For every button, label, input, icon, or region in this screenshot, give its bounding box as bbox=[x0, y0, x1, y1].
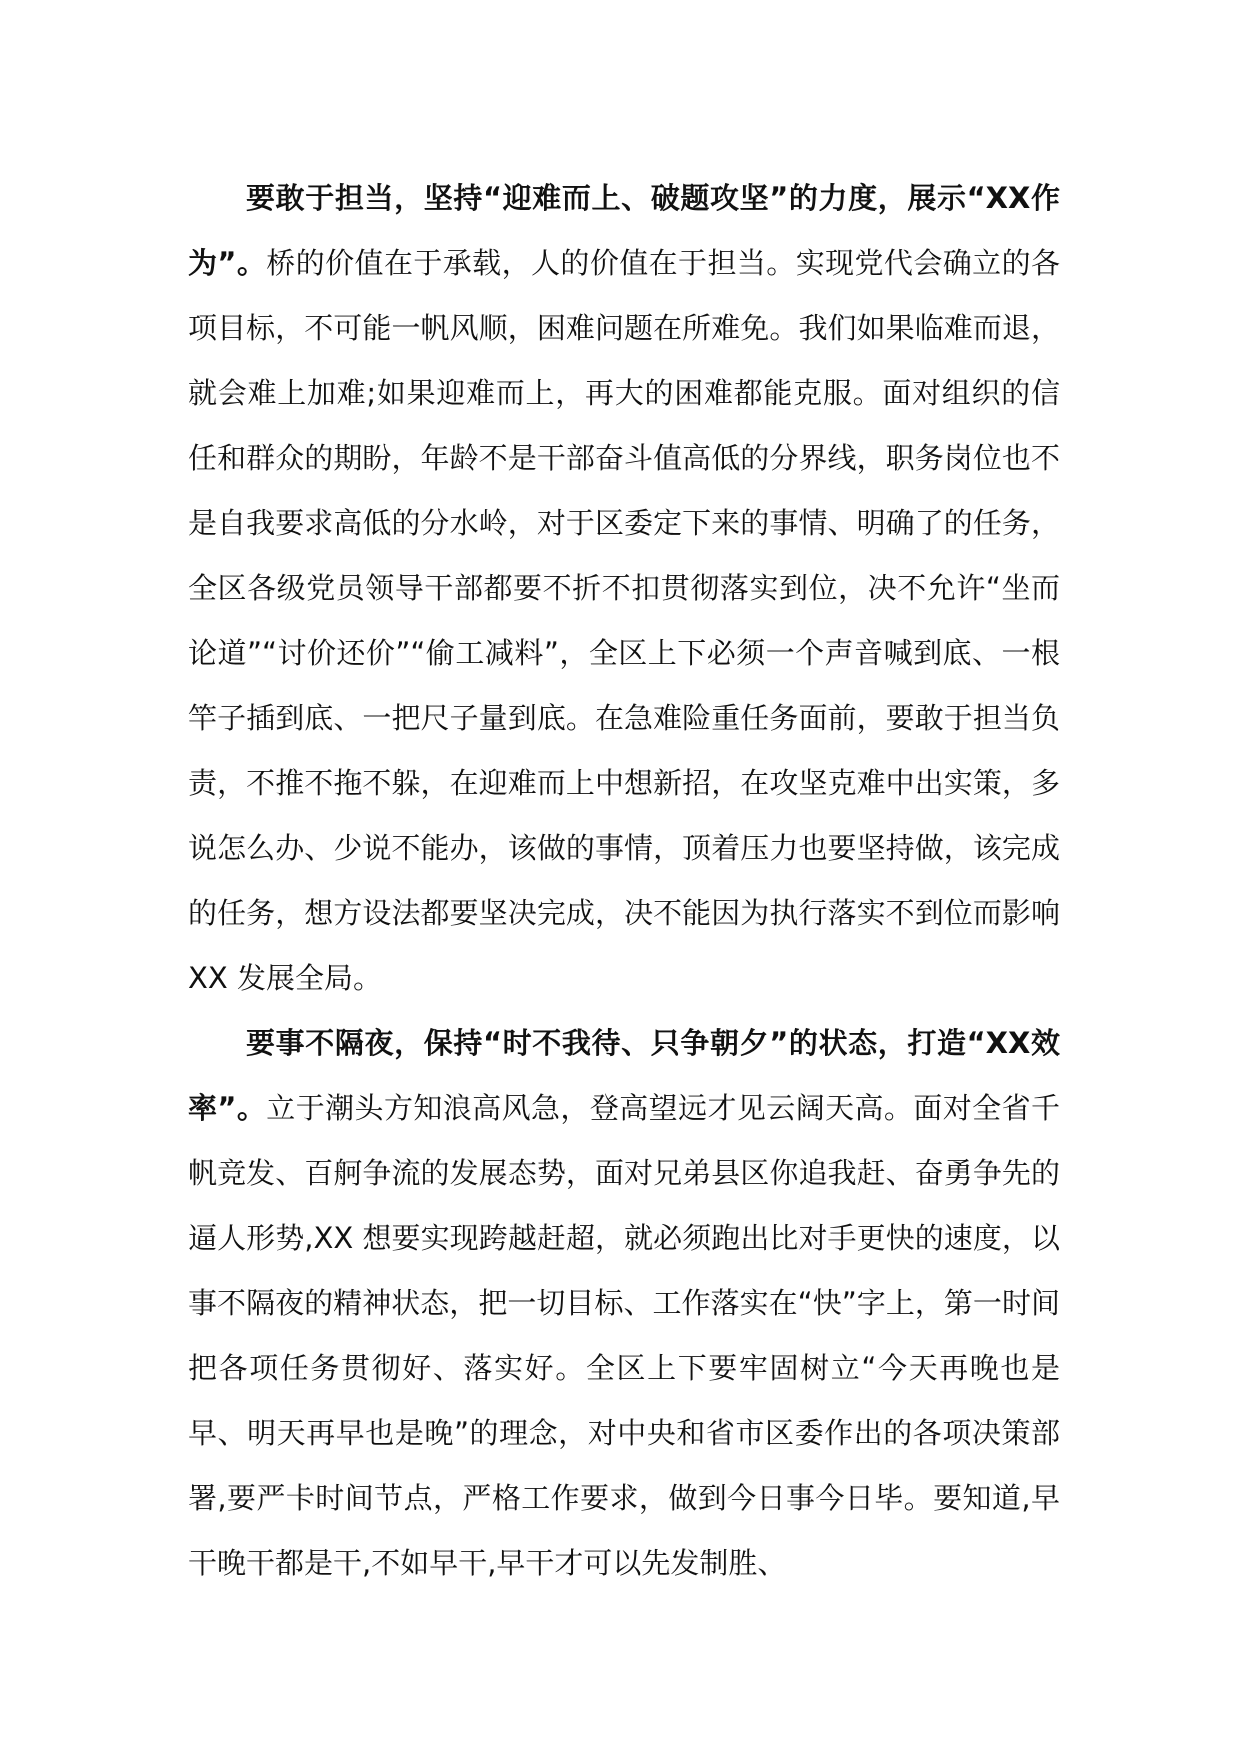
document-body bbox=[188, 166, 1060, 1596]
paragraph-1-text: 桥的价值在于承载，人的价值在于担当。实现党代会确立的各项目标，不可能一帆风顺，困难问题在所难免。我们如果临难而退，就会难上加难;如果迎难而上，再大的困难都能克服。面对组织的信任和群众的期盼，年龄不是干部奋斗值高低的分界线，职务岗位也不是自我要求高低的分水岭，对于区委定下来的事情、明确了的任务，全区各级党员领导干部都要不折不扣贯彻落实到位，决不允许“坐而论道”“讨价还价”“偷工减料”，全区上下必须一个声音喊到底、一根竿子插到底、一把尺子量到底。在急难险重任务面前，要敢于担当负责，不推不拖不躲，在迎难而上中想新招，在攻坚克难中出实策，多说怎么办、少说不能办，该做的事情，顶着压力也要坚持做，该完成的任务，想方设法都要坚决完成，决不能因为执行落实不到位而影响 XX 发展全局。 bbox=[188, 246, 1060, 995]
paragraph-2-text: 立于潮头方知浪高风急，登高望远才见云阔天高。面对全省千帆竞发、百舸争流的发展态势，面对兄弟县区你追我赶、奋勇争先的逼人形势,XX 想要实现跨越赶超，就必须跑出比对手更快的速度，以事不隔夜的精神状态，把一切目标、工作落实在“快”字上，第一时间把各项任务贯彻好、落实好。全区上下要牢固树立“今天再晚也是早、明天再早也是晚”的理念，对中央和省市区委作出的各项决策部署,要严卡时间节点，严格工作要求，做到今日事今日毕。要知道,早干晚干都是干,不如早干,早干才可以先发制胜、 bbox=[188, 1091, 1060, 1580]
paragraph-2 bbox=[188, 1011, 1060, 1596]
paragraph-1 bbox=[188, 166, 1060, 1011]
paragraph-1-heading: 要敢于担当，坚持“迎难而上、破题攻坚”的力度，展示“XX作为”。 bbox=[188, 181, 1060, 280]
paragraph-2-heading: 要事不隔夜，保持“时不我待、只争朝夕”的状态，打造“XX效率”。 bbox=[188, 1026, 1060, 1125]
